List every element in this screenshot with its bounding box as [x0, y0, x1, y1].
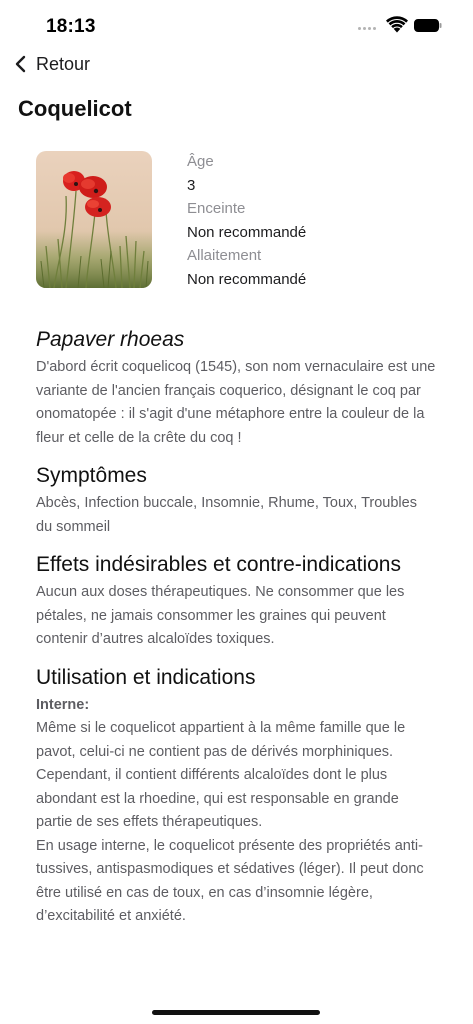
back-button-label: Retour [36, 53, 91, 74]
usage-internal-label: Interne: [36, 696, 90, 713]
plant-image [36, 151, 152, 288]
etymology-text: D'abord écrit coquelicoq (1545), son nom vernaculaire est une variante de l'ancien français coquerico, désignant le coq par onomatopée : il s'agit d'une métaphore entre la couleur de la fleur et celle de la crête du coq ! [36, 359, 436, 446]
fact-label-breastfeeding: Allaitement [187, 247, 262, 264]
side-effects-text: Aucun aux doses thérapeutiques. Ne consommer que les pétales, ne jamais consommer les graines qui peuvent contenir d’autres alcaloïdes toxiques. [36, 584, 405, 647]
home-indicator[interactable] [152, 1010, 320, 1015]
content [36, 327, 436, 942]
plant-facts [187, 152, 437, 293]
battery-icon [414, 19, 442, 32]
fact-value-breastfeeding: Non recommandé [187, 270, 307, 288]
section-side-effects [36, 552, 436, 652]
section-symptoms [36, 463, 436, 539]
status-bar [0, 0, 473, 52]
fact-value-pregnancy: Non recommandé [187, 223, 307, 241]
fact-label-pregnancy: Enceinte [187, 200, 246, 217]
page-title: Coquelicot [18, 96, 132, 121]
symptoms-text: Abcès, Infection buccale, Insomnie, Rhume, Toux, Troubles du sommeil [36, 495, 417, 535]
section-latin-name [36, 327, 436, 450]
back-button[interactable] [14, 50, 90, 78]
status-time: 18:13 [46, 16, 96, 37]
latin-name-heading: Papaver rhoeas [36, 328, 185, 351]
symptoms-heading: Symptômes [36, 464, 147, 487]
side-effects-heading: Effets indésirables et contre-indications [36, 553, 401, 576]
usage-paragraph-1: Même si le coquelicot appartient à la même famille que le pavot, celui-ci ne contient pas de dérivés morphiniques. Cependant, il contient différents alcaloïdes dont le plus abondant est la rhoedine, qui est responsable en grande partie de ses effets thérapeutiques. [36, 720, 406, 830]
chevron-left-icon [14, 55, 28, 73]
section-usage [36, 665, 436, 929]
fact-value-age: 3 [187, 176, 196, 194]
cellular-signal-icon [358, 27, 376, 30]
usage-paragraph-2: En usage interne, le coquelicot présente des propriétés anti-tussives, antispasmodiques et sédatives (léger). Il peut donc être utilisé en cas de toux, en cas d’insomnie légère, d’excitabilité et anxiété. [36, 837, 424, 924]
usage-heading: Utilisation et indications [36, 665, 256, 689]
fact-label-age: Âge [187, 153, 214, 170]
wifi-icon [386, 16, 408, 33]
